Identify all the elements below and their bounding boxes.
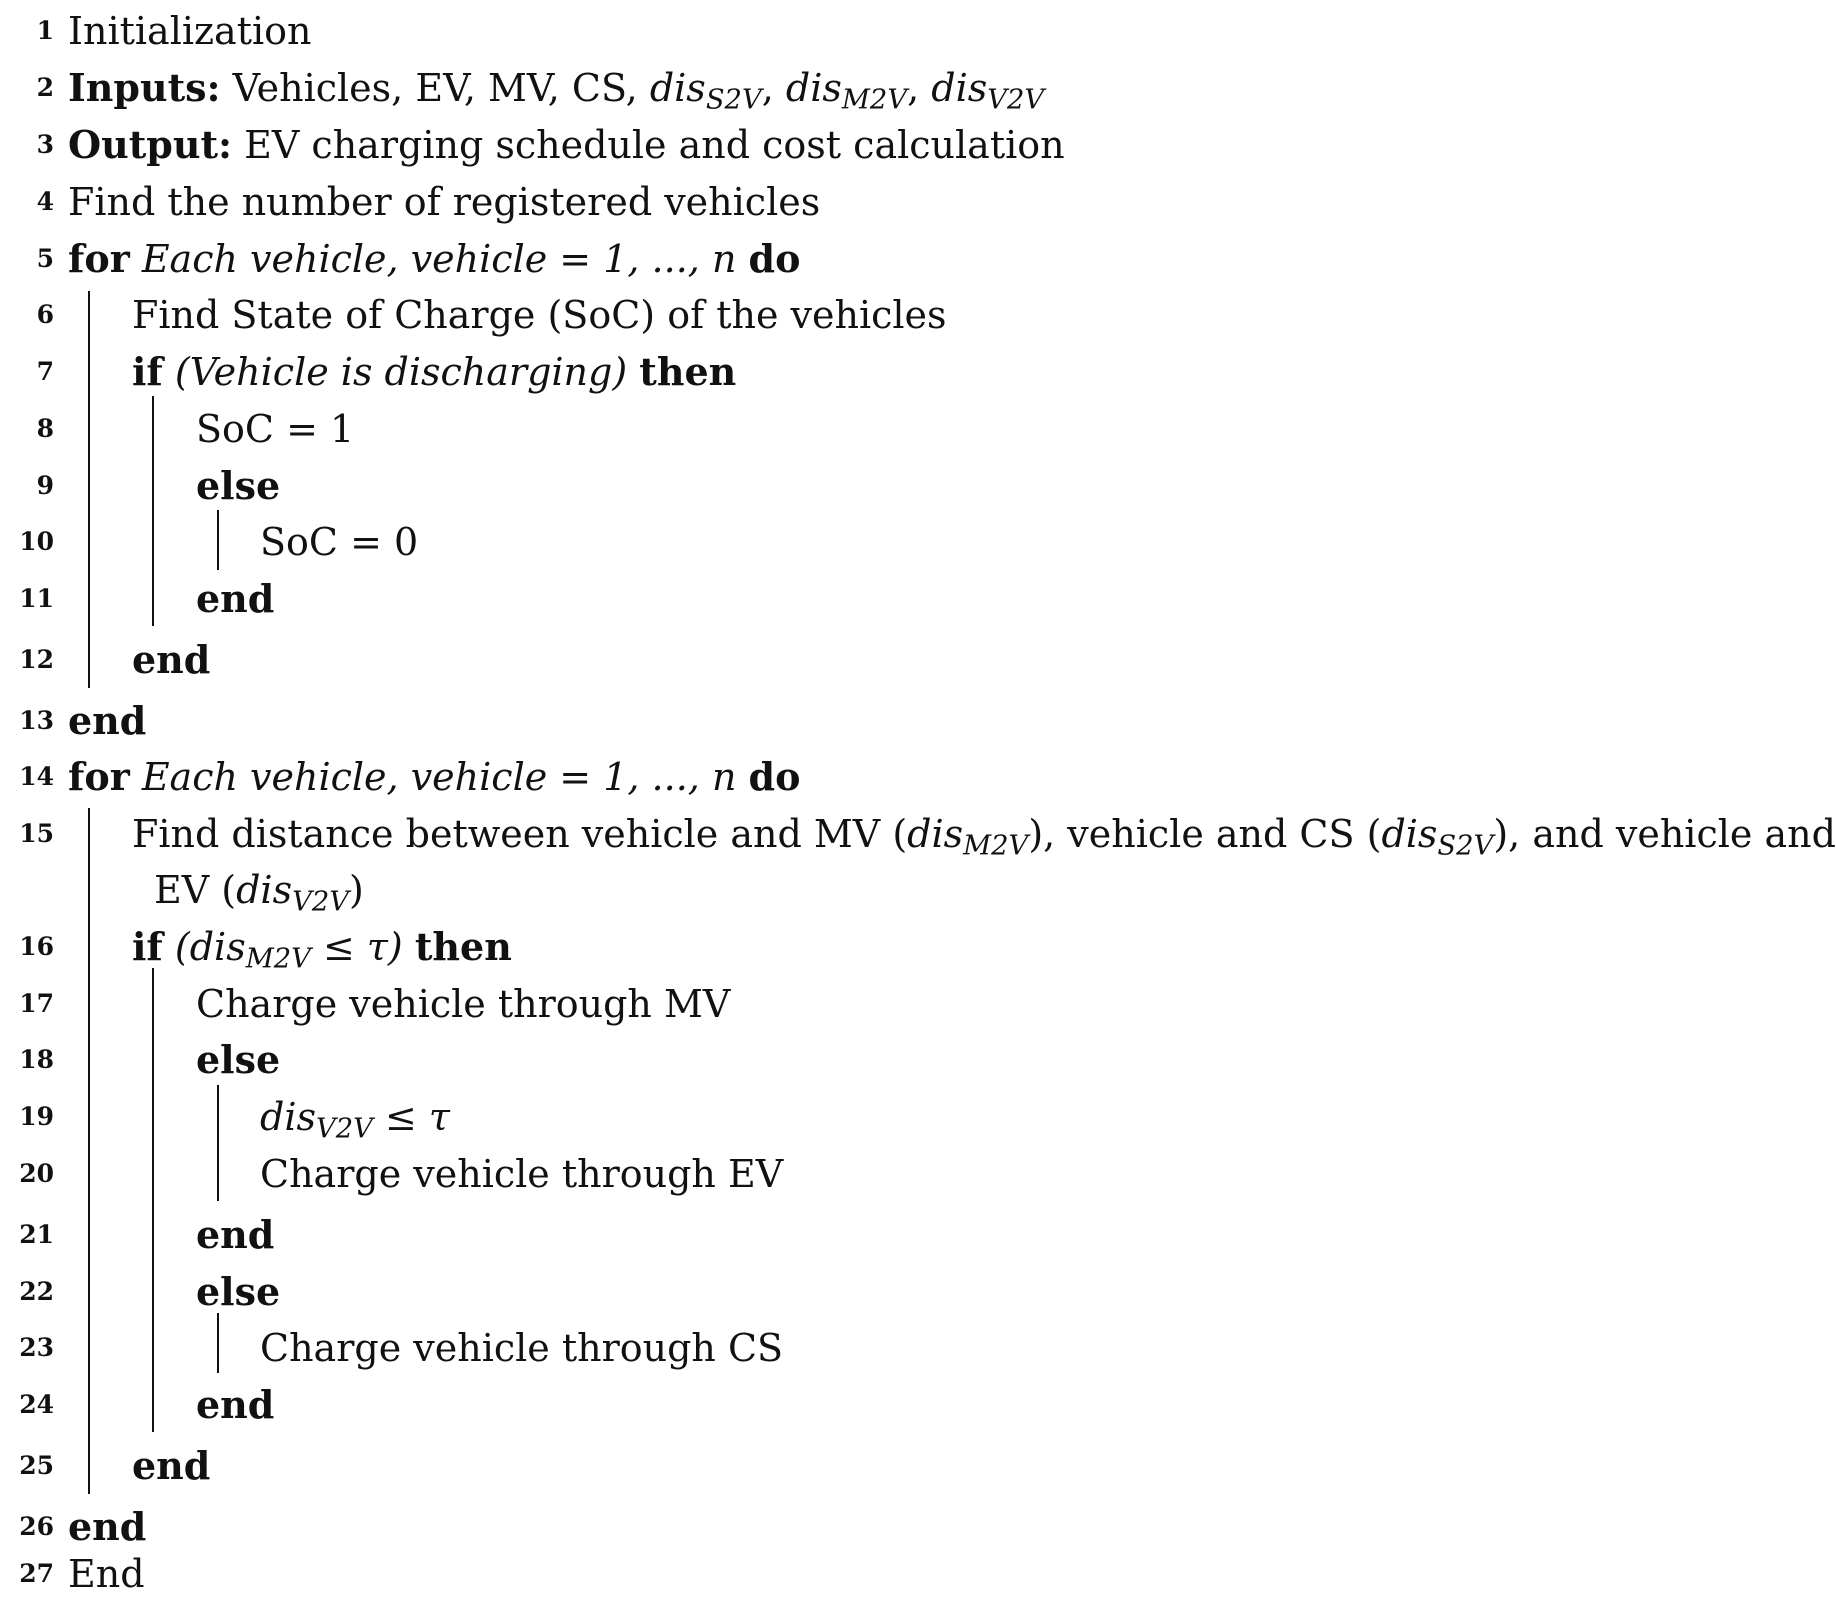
line-text: Initialization	[68, 9, 312, 53]
line-text: Find the number of registered vehicles	[68, 180, 821, 224]
math-var: dis	[1381, 812, 1438, 856]
math-sub: V2V	[292, 886, 350, 918]
math-sub: V2V	[987, 84, 1045, 116]
loop-condition: Each vehicle, vehicle = 1, ..., n	[141, 755, 737, 799]
loop-condition: Each vehicle, vehicle = 1, ..., n	[141, 237, 737, 281]
math-sub: S2V	[1437, 830, 1494, 862]
line-number: 21	[19, 1220, 54, 1249]
keyword: else	[196, 1037, 281, 1082]
line-text: Charge vehicle through CS	[260, 1326, 784, 1370]
keyword: end	[196, 1382, 275, 1427]
keyword: end	[196, 576, 275, 621]
scope-bar-for-2	[88, 808, 90, 1494]
scope-bar-else-2	[217, 1085, 219, 1201]
line-number: 19	[19, 1102, 54, 1131]
if-condition: ≤ τ)	[322, 925, 403, 969]
line-number: 24	[19, 1390, 54, 1419]
line-text: SoC = 0	[260, 520, 419, 564]
if-condition: (	[174, 925, 190, 969]
line-number: 2	[36, 73, 54, 102]
separator: ,	[907, 66, 920, 110]
scope-bar-if-1	[152, 396, 154, 626]
line-text: Charge vehicle through MV	[196, 982, 731, 1026]
keyword: Inputs:	[68, 65, 221, 110]
keyword: do	[748, 236, 801, 281]
keyword: end	[132, 637, 211, 682]
line-number: 7	[36, 357, 54, 386]
line-number: 17	[19, 989, 54, 1018]
math-var: dis	[189, 925, 246, 969]
keyword: end	[68, 1504, 147, 1549]
line-text: Charge vehicle through EV	[260, 1152, 784, 1196]
keyword: do	[748, 754, 801, 799]
line-number: 10	[19, 527, 54, 556]
keyword: end	[68, 698, 147, 743]
line-number: 20	[19, 1159, 54, 1188]
line-text: EV (	[154, 868, 237, 912]
math-var: dis	[649, 66, 706, 110]
keyword: for	[68, 754, 130, 799]
if-condition: (Vehicle is discharging)	[174, 350, 628, 394]
line-text: ), and vehicle and	[1493, 812, 1836, 856]
math-sub: V2V	[315, 1113, 373, 1145]
math-sub: S2V	[705, 84, 762, 116]
math-relation: ≤ τ	[385, 1095, 450, 1139]
line-text: End	[68, 1552, 145, 1596]
line-number: 15	[19, 819, 54, 848]
line-text: Find State of Charge (SoC) of the vehicles	[132, 293, 947, 337]
math-var: dis	[907, 812, 964, 856]
line-number: 5	[36, 244, 54, 273]
line-number: 11	[19, 584, 54, 613]
math-sub: M2V	[245, 943, 311, 975]
keyword: then	[414, 924, 512, 969]
line-number: 27	[19, 1559, 54, 1588]
math-var: dis	[931, 66, 988, 110]
line-text: Vehicles, EV, MV, CS,	[232, 66, 638, 110]
line-number: 1	[36, 16, 54, 45]
keyword: else	[196, 463, 281, 508]
math-var: dis	[260, 1095, 316, 1139]
line-number: 22	[19, 1277, 54, 1306]
line-text: EV charging schedule and cost calculation	[244, 123, 1065, 167]
keyword: else	[196, 1269, 281, 1314]
line-number: 18	[19, 1045, 54, 1074]
scope-bar-for-1	[88, 291, 90, 688]
math-var: dis	[785, 66, 842, 110]
separator: ,	[761, 66, 774, 110]
scope-bar-else-1	[217, 510, 219, 570]
line-number: 16	[19, 932, 54, 961]
line-number: 14	[19, 762, 54, 791]
math-sub: M2V	[963, 830, 1029, 862]
scope-bar-if-2	[152, 968, 154, 1432]
line-number: 9	[36, 471, 54, 500]
line-number: 12	[19, 645, 54, 674]
keyword: end	[196, 1212, 275, 1257]
keyword: if	[132, 349, 163, 394]
keyword: Output:	[68, 122, 233, 167]
math-sub: M2V	[841, 84, 908, 116]
math-var: dis	[236, 868, 293, 912]
line-number: 6	[36, 300, 54, 329]
line-number: 3	[36, 130, 54, 159]
line-number: 23	[19, 1333, 54, 1362]
line-text: SoC = 1	[196, 407, 355, 451]
line-text: Find distance between vehicle and MV (	[132, 812, 908, 856]
scope-bar-else-3	[217, 1313, 219, 1373]
keyword: then	[639, 349, 737, 394]
line-text: ), vehicle and CS (	[1028, 812, 1382, 856]
line-number: 26	[19, 1512, 54, 1541]
keyword: end	[132, 1443, 211, 1488]
line-number: 13	[19, 706, 54, 735]
line-number: 8	[36, 414, 54, 443]
line-number: 25	[19, 1451, 54, 1480]
line-text: )	[349, 868, 364, 912]
keyword: if	[132, 924, 163, 969]
line-number: 4	[36, 187, 54, 216]
keyword: for	[68, 236, 130, 281]
